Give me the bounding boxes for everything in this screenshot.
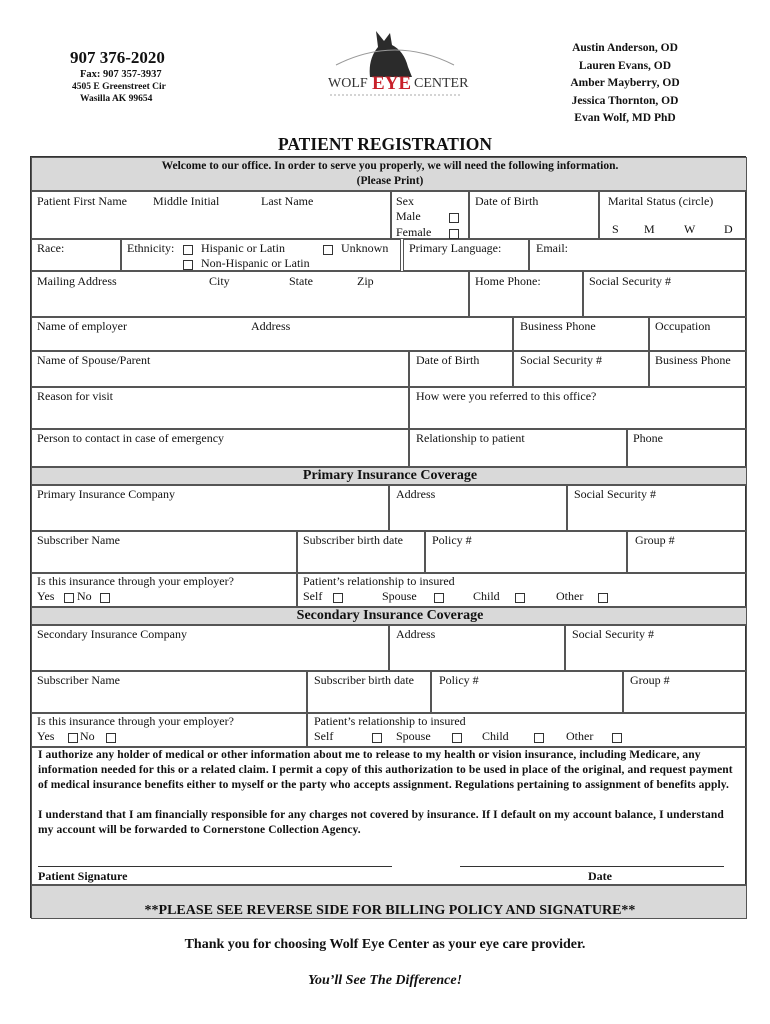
spouse-ssn-label: Social Security # bbox=[520, 353, 602, 367]
primary-subscriber-dob-label: Subscriber birth date bbox=[303, 533, 403, 547]
mailing-address-label: Mailing Address bbox=[37, 274, 117, 288]
secondary-address-field[interactable] bbox=[389, 625, 565, 671]
emergency-phone-field[interactable] bbox=[627, 429, 747, 467]
marital-option-s[interactable]: S bbox=[612, 222, 619, 236]
ethnicity-field bbox=[121, 239, 401, 271]
hispanic-label: Hispanic or Latin bbox=[201, 241, 285, 255]
primary-spouse-checkbox[interactable] bbox=[434, 593, 444, 603]
page-title: PATIENT REGISTRATION bbox=[277, 134, 493, 154]
patient-signature-label: Patient Signature bbox=[38, 869, 128, 883]
wolf-icon bbox=[370, 31, 412, 77]
relationship-label: Relationship to patient bbox=[416, 431, 525, 445]
primary-other-checkbox[interactable] bbox=[598, 593, 608, 603]
secondary-group-field[interactable] bbox=[623, 671, 747, 713]
secondary-insurance-heading: Secondary Insurance Coverage bbox=[296, 608, 484, 623]
non-hispanic-checkbox[interactable] bbox=[183, 260, 193, 270]
primary-spouse-label: Spouse bbox=[382, 589, 417, 603]
hispanic-checkbox[interactable] bbox=[183, 245, 193, 255]
spouse-business-phone-label: Business Phone bbox=[655, 353, 731, 367]
financial-responsibility-text: I understand that I am financially responsible for any charges not covered by insurance. If I default on my account balance, I understand my account will be forwarded to Cornerstone Collection Agency. bbox=[38, 809, 724, 836]
sex-field bbox=[391, 191, 469, 239]
non-hispanic-label: Non-Hispanic or Latin bbox=[201, 256, 310, 270]
secondary-no-checkbox[interactable] bbox=[106, 733, 116, 743]
ssn-field[interactable] bbox=[583, 271, 747, 317]
svg-text:CENTER: CENTER bbox=[414, 76, 469, 91]
unknown-checkbox[interactable] bbox=[323, 245, 333, 255]
primary-ssn-field[interactable] bbox=[567, 485, 747, 531]
male-checkbox[interactable] bbox=[449, 213, 459, 223]
female-checkbox[interactable] bbox=[449, 229, 459, 239]
primary-insurance-heading: Primary Insurance Coverage bbox=[302, 468, 478, 483]
primary-company-field[interactable] bbox=[31, 485, 389, 531]
secondary-other-checkbox[interactable] bbox=[612, 733, 622, 743]
svg-text:WOLF: WOLF bbox=[328, 76, 368, 91]
primary-address-field[interactable] bbox=[389, 485, 567, 531]
primary-child-checkbox[interactable] bbox=[515, 593, 525, 603]
reason-for-visit-field[interactable] bbox=[31, 387, 409, 429]
doctor-name: Evan Wolf, MD PhD bbox=[574, 112, 676, 124]
primary-no-label: No bbox=[77, 589, 92, 603]
secondary-company-label: Secondary Insurance Company bbox=[37, 627, 187, 641]
primary-relationship-question bbox=[297, 573, 747, 607]
business-phone-label: Business Phone bbox=[520, 319, 596, 333]
city-label: City bbox=[209, 274, 230, 288]
primary-self-checkbox[interactable] bbox=[333, 593, 343, 603]
primary-other-label: Other bbox=[556, 589, 584, 603]
date-line[interactable] bbox=[460, 866, 724, 867]
secondary-employer-question-label: Is this insurance through your employer? bbox=[37, 714, 234, 728]
patient-name-field[interactable] bbox=[31, 191, 391, 239]
secondary-employer-question bbox=[31, 713, 307, 747]
secondary-group-label: Group # bbox=[630, 673, 670, 687]
marital-option-d[interactable]: D bbox=[724, 222, 733, 236]
doctor-name: Amber Mayberry, OD bbox=[570, 77, 680, 89]
reverse-side-notice bbox=[31, 885, 747, 919]
doctor-name: Jessica Thornton, OD bbox=[571, 94, 679, 107]
secondary-yes-label: Yes bbox=[37, 729, 55, 743]
clinic-phone: 907 376-2020 bbox=[70, 48, 165, 67]
spouse-name-field[interactable] bbox=[31, 351, 409, 387]
business-phone-field[interactable] bbox=[513, 317, 649, 351]
wolf-eye-center-logo bbox=[320, 25, 470, 105]
secondary-child-label: Child bbox=[482, 729, 509, 743]
secondary-other-label: Other bbox=[566, 729, 594, 743]
email-label: Email: bbox=[536, 241, 568, 255]
secondary-insurance-header bbox=[31, 607, 747, 625]
secondary-self-label: Self bbox=[314, 729, 334, 743]
secondary-subscriber-label: Subscriber Name bbox=[37, 673, 120, 687]
secondary-relationship-label: Patient’s relationship to insured bbox=[314, 714, 466, 728]
spouse-business-phone-field[interactable] bbox=[649, 351, 747, 387]
primary-child-label: Child bbox=[473, 589, 500, 603]
employer-field[interactable] bbox=[31, 317, 513, 351]
marital-label: Marital Status (circle) bbox=[608, 194, 714, 208]
secondary-self-checkbox[interactable] bbox=[372, 733, 382, 743]
female-label: Female bbox=[396, 225, 432, 239]
primary-company-label: Primary Insurance Company bbox=[37, 487, 175, 501]
intro-box bbox=[31, 157, 747, 191]
emergency-label: Person to contact in case of emergency bbox=[37, 431, 225, 445]
secondary-spouse-checkbox[interactable] bbox=[452, 733, 462, 743]
secondary-ssn-label: Social Security # bbox=[572, 627, 654, 641]
first-name-label: Patient First Name bbox=[37, 194, 127, 208]
spouse-ssn-field[interactable] bbox=[513, 351, 649, 387]
primary-relationship-label: Patient’s relationship to insured bbox=[303, 574, 455, 588]
sex-label: Sex bbox=[396, 194, 414, 208]
last-name-label: Last Name bbox=[261, 194, 314, 208]
registration-form bbox=[30, 156, 746, 918]
middle-initial-label: Middle Initial bbox=[153, 194, 220, 208]
marital-status-field bbox=[599, 191, 747, 239]
primary-policy-field[interactable] bbox=[425, 531, 627, 573]
relationship-field[interactable] bbox=[409, 429, 627, 467]
home-phone-field[interactable] bbox=[469, 271, 583, 317]
doctor-name: Austin Anderson, OD bbox=[572, 42, 678, 54]
dob-field[interactable] bbox=[469, 191, 599, 239]
emergency-contact-field[interactable] bbox=[31, 429, 409, 467]
secondary-child-checkbox[interactable] bbox=[534, 733, 544, 743]
primary-no-checkbox[interactable] bbox=[100, 593, 110, 603]
spouse-name-label: Name of Spouse/Parent bbox=[37, 353, 151, 367]
primary-yes-checkbox[interactable] bbox=[64, 593, 74, 603]
dob-label: Date of Birth bbox=[475, 194, 539, 208]
occupation-field[interactable] bbox=[649, 317, 747, 351]
secondary-policy-label: Policy # bbox=[439, 673, 479, 687]
secondary-company-field[interactable] bbox=[31, 625, 389, 671]
primary-employer-question-label: Is this insurance through your employer? bbox=[37, 574, 234, 588]
primary-yes-label: Yes bbox=[37, 589, 55, 603]
home-phone-label: Home Phone: bbox=[475, 274, 541, 288]
primary-employer-question bbox=[31, 573, 297, 607]
primary-policy-label: Policy # bbox=[432, 533, 472, 547]
authorization-section bbox=[31, 747, 747, 885]
date-label: Date bbox=[588, 869, 612, 883]
secondary-ssn-field[interactable] bbox=[565, 625, 747, 671]
primary-group-label: Group # bbox=[635, 533, 675, 547]
occupation-label: Occupation bbox=[655, 319, 711, 333]
primary-subscriber-field[interactable] bbox=[31, 531, 297, 573]
primary-language-label: Primary Language: bbox=[409, 241, 502, 255]
clinic-address-line1: 4505 E Greenstreet Cir bbox=[72, 82, 166, 92]
intro-text: Welcome to our office. In order to serve you properly, we will need the following information. bbox=[161, 160, 619, 172]
spouse-dob-label: Date of Birth bbox=[416, 353, 480, 367]
male-label: Male bbox=[396, 209, 421, 223]
ethnicity-label: Ethnicity: bbox=[127, 241, 175, 255]
primary-language-field[interactable] bbox=[403, 239, 529, 271]
thank-you-text: Thank you for choosing Wolf Eye Center as your eye care provider. bbox=[184, 937, 586, 952]
svg-text:EYE: EYE bbox=[372, 73, 412, 94]
signature-line[interactable] bbox=[38, 866, 392, 867]
primary-subscriber-label: Subscriber Name bbox=[37, 533, 120, 547]
secondary-yes-checkbox[interactable] bbox=[68, 733, 78, 743]
employer-address-label: Address bbox=[251, 319, 291, 333]
race-label: Race: bbox=[37, 241, 65, 255]
clinic-fax: Fax: 907 357-3937 bbox=[80, 69, 162, 80]
primary-address-label: Address bbox=[396, 487, 436, 501]
marital-option-m[interactable]: M bbox=[644, 222, 655, 236]
doctor-list bbox=[545, 40, 705, 128]
employer-label: Name of employer bbox=[37, 319, 127, 333]
state-label: State bbox=[289, 274, 313, 288]
secondary-no-label: No bbox=[80, 729, 95, 743]
secondary-subscriber-dob-field[interactable] bbox=[307, 671, 431, 713]
primary-ssn-label: Social Security # bbox=[574, 487, 656, 501]
race-field[interactable] bbox=[31, 239, 121, 271]
mailing-address-field[interactable] bbox=[31, 271, 469, 317]
emergency-phone-label: Phone bbox=[633, 431, 663, 445]
marital-option-w[interactable]: W bbox=[684, 222, 696, 236]
primary-insurance-header bbox=[31, 467, 747, 485]
secondary-relationship-question bbox=[307, 713, 747, 747]
email-field[interactable] bbox=[529, 239, 747, 271]
spouse-dob-field[interactable] bbox=[409, 351, 513, 387]
tagline-text: You’ll See The Difference! bbox=[307, 973, 463, 988]
zip-label: Zip bbox=[357, 274, 374, 288]
secondary-subscriber-dob-label: Subscriber birth date bbox=[314, 673, 414, 687]
primary-group-field[interactable] bbox=[627, 531, 747, 573]
unknown-label: Unknown bbox=[341, 241, 389, 255]
intro-please-print: (Please Print) bbox=[356, 175, 424, 187]
secondary-policy-field[interactable] bbox=[431, 671, 623, 713]
doctor-name: Lauren Evans, OD bbox=[578, 59, 672, 72]
ssn-label: Social Security # bbox=[589, 274, 671, 288]
reason-label: Reason for visit bbox=[37, 389, 113, 403]
reverse-side-text: **PLEASE SEE REVERSE SIDE FOR BILLING POLICY AND SIGNATURE** bbox=[144, 903, 636, 918]
clinic-address-line2: Wasilla AK 99654 bbox=[80, 94, 153, 104]
primary-subscriber-dob-field[interactable] bbox=[297, 531, 425, 573]
primary-self-label: Self bbox=[303, 589, 323, 603]
referral-label: How were you referred to this office? bbox=[416, 389, 597, 403]
secondary-address-label: Address bbox=[396, 627, 436, 641]
secondary-spouse-label: Spouse bbox=[396, 729, 431, 743]
referral-field[interactable] bbox=[409, 387, 747, 429]
authorization-text: I authorize any holder of medical or other information about me to release to my health or vision insurance, including Medicare, any information needed for this or a related claim. I permit a copy of this authorization to be used in place of the original, and request payment of medical insurance benefits either to myself or the party who accepts assignment. Regulations pertaining to assignment of benefits apply. bbox=[38, 749, 733, 791]
secondary-subscriber-field[interactable] bbox=[31, 671, 307, 713]
